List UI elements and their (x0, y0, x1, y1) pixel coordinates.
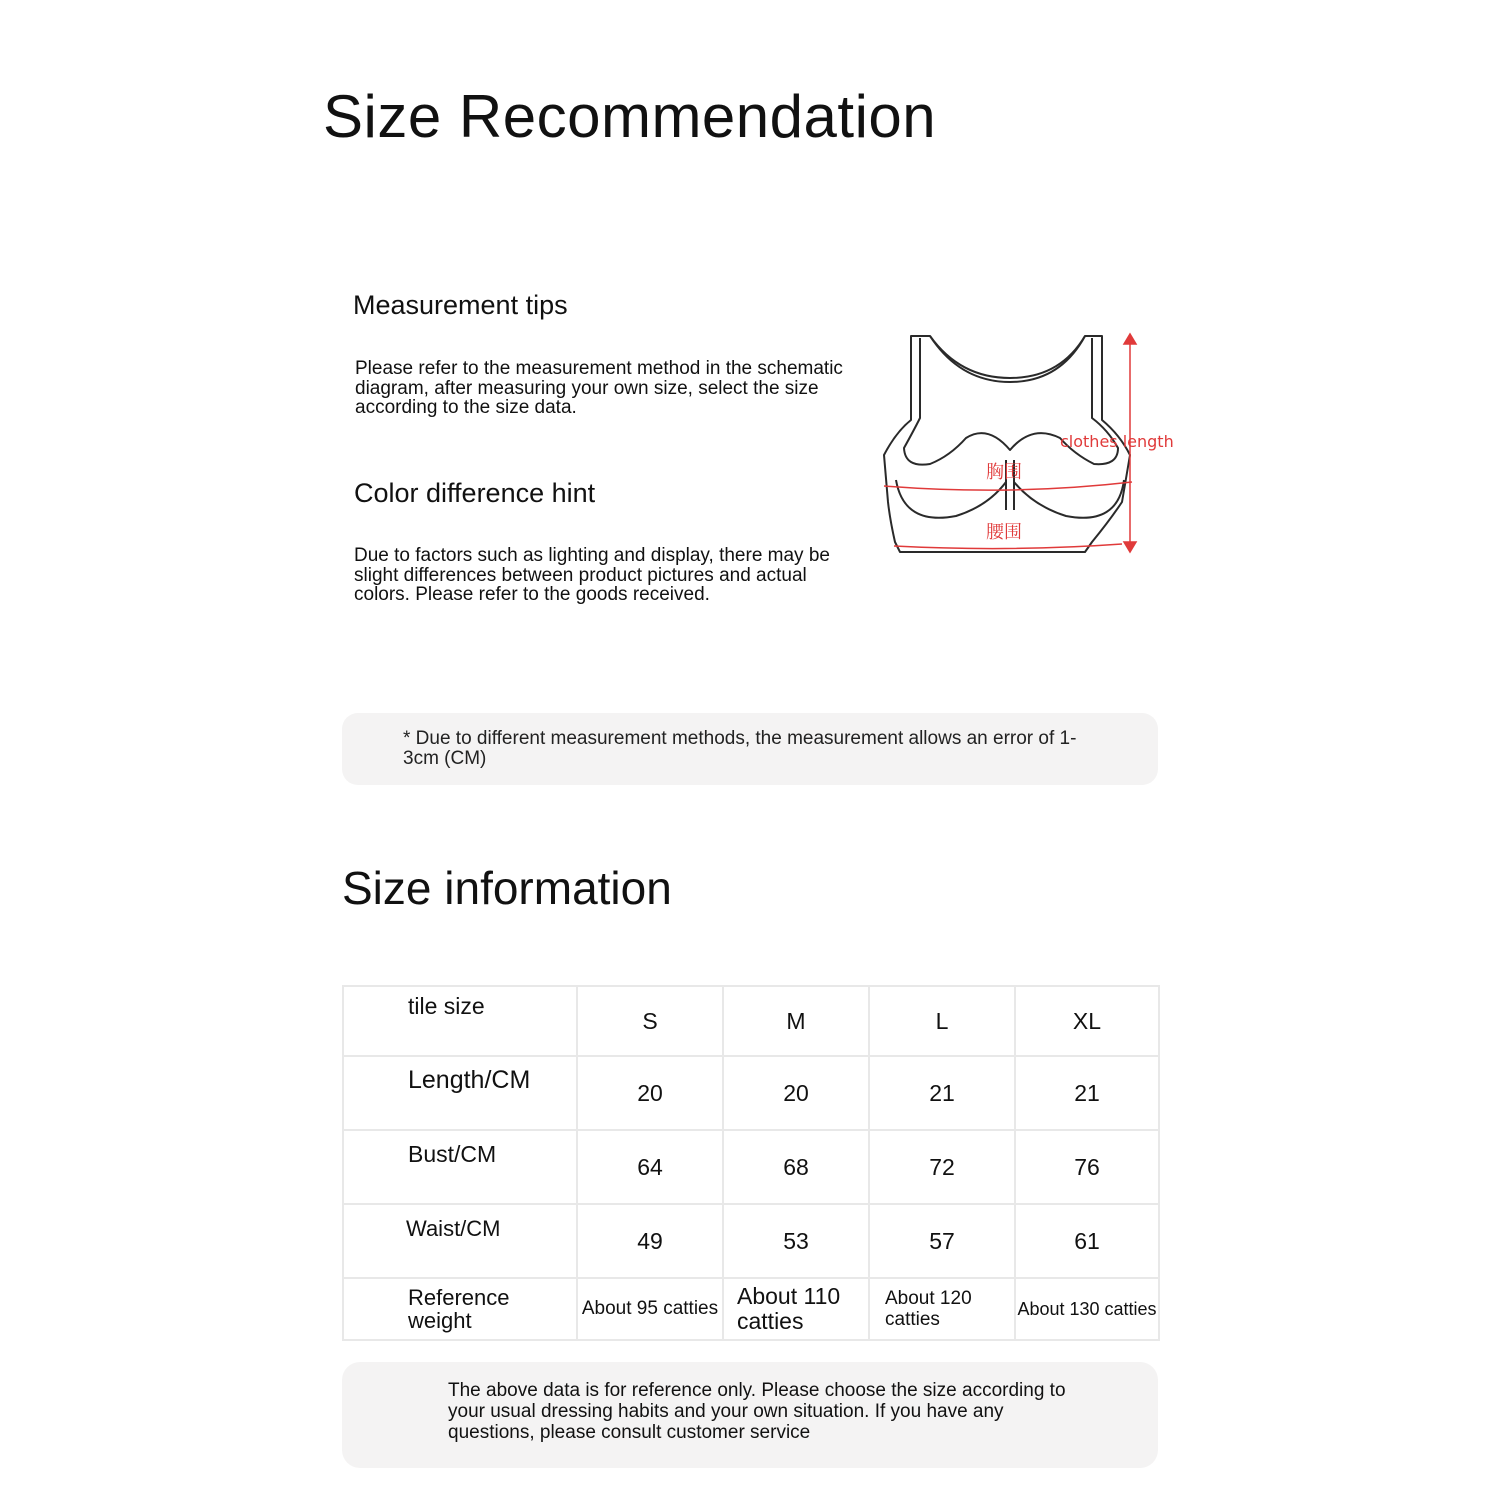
reference-disclaimer-note (342, 1362, 1158, 1468)
table-cell: 21 (869, 1056, 1015, 1130)
table-cell: 20 (723, 1056, 869, 1130)
table-row (343, 1278, 1159, 1340)
length-arrow-bottom (1124, 542, 1136, 552)
table-cell: About 120 catties (869, 1278, 1015, 1340)
table-cell: 49 (577, 1204, 723, 1278)
table-row-label: Waist/CM (343, 1204, 577, 1278)
garment-cup-right (1014, 480, 1124, 518)
table-row-label: Length/CM (343, 1056, 577, 1130)
length-arrow-top (1124, 334, 1136, 344)
table-row (343, 1204, 1159, 1278)
garment-cup-left (896, 480, 1006, 518)
color-hint-heading: Color difference hint (354, 478, 596, 508)
table-row (343, 1056, 1159, 1130)
table-cell: 64 (577, 1130, 723, 1204)
measurement-tips-heading: Measurement tips (353, 290, 568, 320)
measurement-tips-text: Please refer to the measurement method in the schematic diagram, after measuring your own size, select the size according to the size data. (355, 358, 843, 418)
garment-neckline (930, 336, 1085, 378)
table-header-cell: S (577, 986, 723, 1056)
table-cell: 72 (869, 1130, 1015, 1204)
size-table (342, 985, 1160, 1341)
bust-measure-line (884, 482, 1132, 490)
measurement-error-text: * Due to different measurement methods, the measurement allows an error of 1-3cm (CM) (403, 728, 1077, 769)
page-title: Size Recommendation (323, 83, 937, 150)
table-cell: About 130 catties (1015, 1278, 1159, 1340)
table-header-cell: tile size (343, 986, 577, 1056)
table-header-cell: L (869, 986, 1015, 1056)
measurement-error-note (342, 713, 1158, 785)
table-cell: 20 (577, 1056, 723, 1130)
size-information-heading: Size information (342, 862, 672, 914)
reference-disclaimer-text: The above data is for reference only. Please choose the size according to your usual dressing habits and your own situation. If you have any questions, please consult customer service (448, 1380, 1066, 1443)
table-header-cell: XL (1015, 986, 1159, 1056)
table-cell: 57 (869, 1204, 1015, 1278)
table-row-label: Reference weight (343, 1278, 577, 1340)
bust-label: 胸围 (986, 462, 1022, 483)
table-cell: 53 (723, 1204, 869, 1278)
waist-label: 腰围 (986, 522, 1022, 543)
table-header-row (343, 986, 1159, 1056)
table-cell: 61 (1015, 1204, 1159, 1278)
table-cell: 68 (723, 1130, 869, 1204)
table-cell: About 110 catties (723, 1278, 869, 1340)
table-cell: 76 (1015, 1130, 1159, 1204)
table-header-cell: M (723, 986, 869, 1056)
table-row-label: Bust/CM (343, 1130, 577, 1204)
color-hint-text: Due to factors such as lighting and display, there may be slight differences between product pictures and actual colors. Please refer to the goods received. (354, 545, 830, 605)
table-row (343, 1130, 1159, 1204)
garment-schematic-diagram (870, 320, 1190, 570)
table-cell: 21 (1015, 1056, 1159, 1130)
length-label: clothes length (1060, 432, 1174, 451)
table-cell: About 95 catties (577, 1278, 723, 1340)
